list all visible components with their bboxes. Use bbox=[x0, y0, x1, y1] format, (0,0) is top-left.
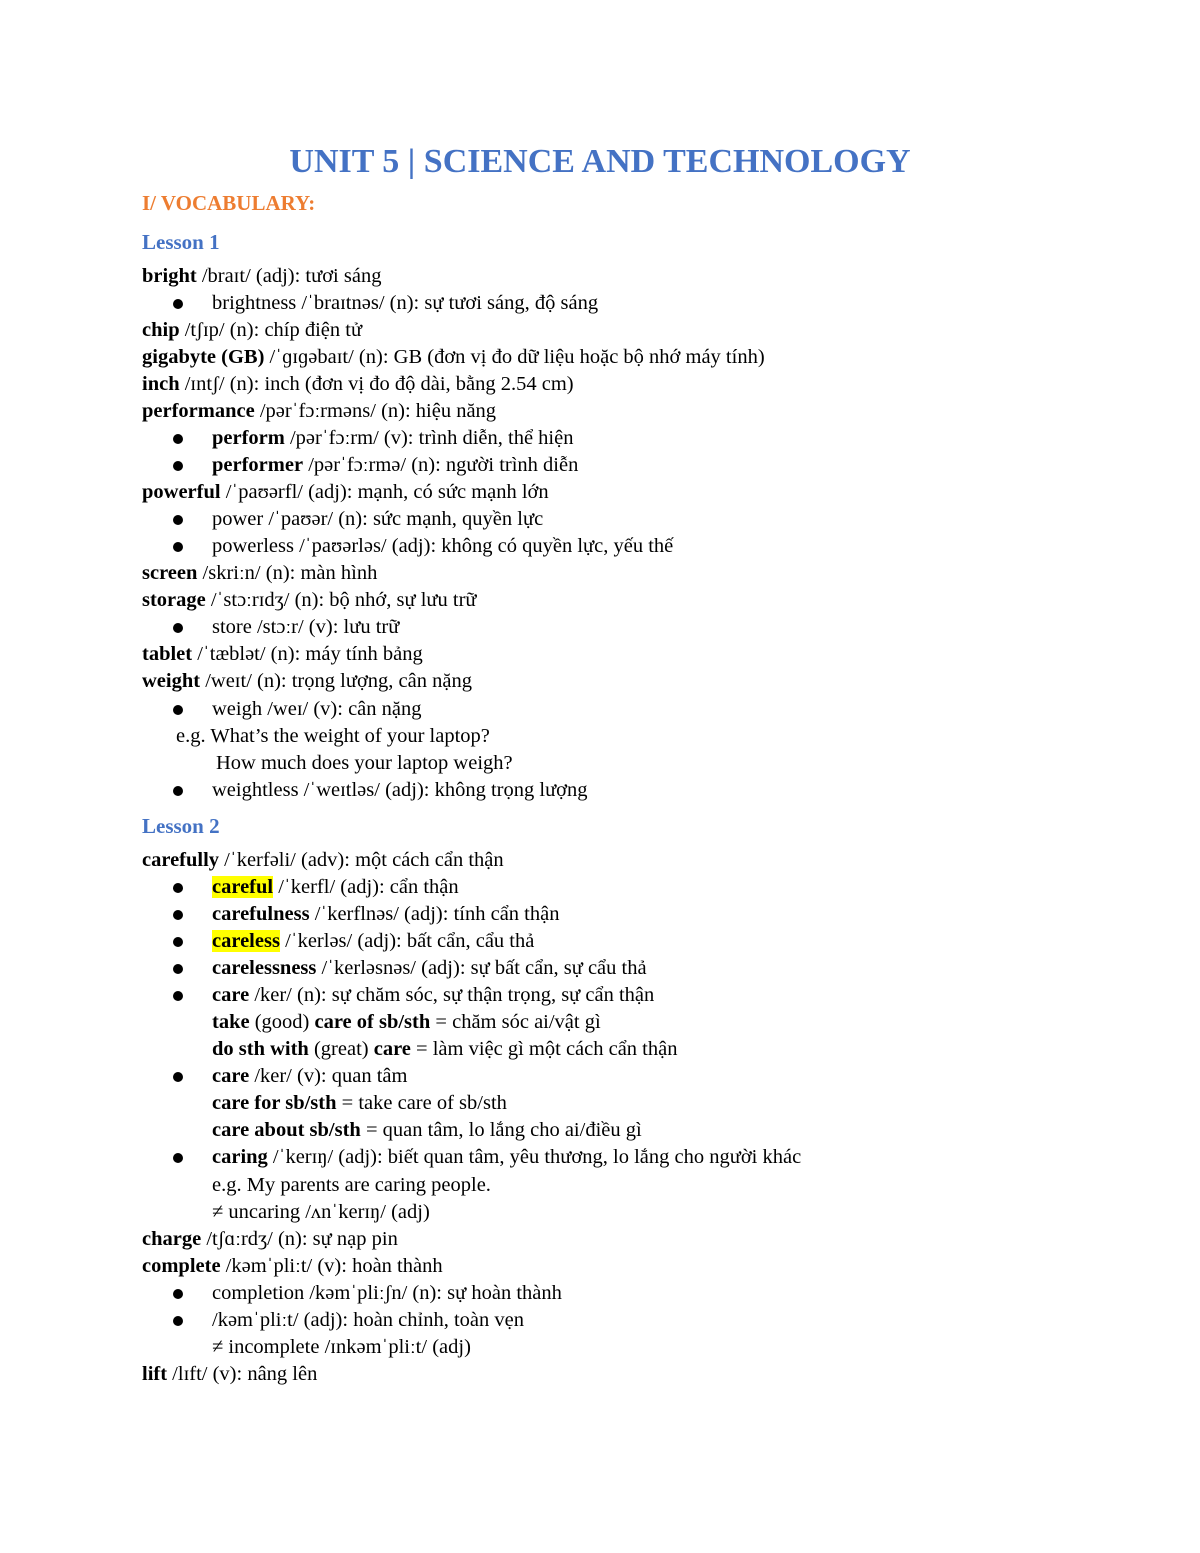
phrase-bold: care bbox=[373, 1038, 411, 1060]
vocab-entry bbox=[142, 847, 504, 874]
vocab-definition: /ker/ (v): quan tâm bbox=[249, 1065, 408, 1087]
phrase-text: = quan tâm, lo lắng cho ai/điều gì bbox=[360, 1119, 642, 1141]
vocab-definition: /braɪt/ (adj): tươi sáng bbox=[196, 265, 382, 287]
vocab-entry bbox=[142, 560, 377, 587]
phrase-line bbox=[212, 1009, 601, 1036]
bullet-icon bbox=[173, 786, 183, 796]
bullet-icon bbox=[173, 883, 183, 893]
bullet-icon bbox=[173, 937, 183, 947]
lesson-1-heading: Lesson 1 bbox=[142, 230, 220, 254]
bullet-icon bbox=[173, 964, 183, 974]
vocab-definition: /tʃɪp/ (n): chíp điện tử bbox=[179, 319, 363, 341]
vocab-entry bbox=[142, 479, 549, 506]
vocab-definition: /lɪft/ (v): nâng lên bbox=[167, 1363, 318, 1385]
bullet-icon bbox=[173, 542, 183, 552]
vocab-word: charge bbox=[142, 1228, 202, 1250]
vocab-subentry bbox=[212, 874, 459, 901]
bullet-icon bbox=[173, 434, 183, 444]
bullet-icon bbox=[173, 299, 183, 309]
vocab-definition: /pərˈfɔːrməns/ (n): hiệu năng bbox=[254, 400, 497, 422]
vocab-subentry bbox=[212, 1063, 407, 1090]
vocab-word: chip bbox=[142, 319, 180, 341]
vocab-word: powerful bbox=[142, 481, 221, 503]
phrase-text: = take care of sb/sth bbox=[336, 1092, 507, 1114]
vocab-subentry bbox=[212, 982, 654, 1009]
bullet-icon bbox=[173, 1153, 183, 1163]
vocab-entry bbox=[142, 1226, 398, 1253]
bullet-icon bbox=[173, 910, 183, 920]
vocab-entry bbox=[142, 398, 496, 425]
phrase-text: (good) bbox=[249, 1011, 315, 1033]
vocab-definition: /weɪt/ (n): trọng lượng, cân nặng bbox=[200, 670, 472, 692]
vocab-definition: /ɪntʃ/ (n): inch (đơn vị đo độ dài, bằng 2.54 cm) bbox=[179, 373, 574, 395]
phrase-bold: take bbox=[212, 1011, 250, 1033]
example-sentence: How much does your laptop weigh? bbox=[216, 752, 513, 774]
vocab-word: tablet bbox=[142, 643, 193, 665]
vocab-definition: /ˈkerfəli/ (adv): một cách cẩn thận bbox=[219, 849, 504, 871]
vocab-word: gigabyte (GB) bbox=[142, 346, 265, 368]
example-sentence: e.g. What’s the weight of your laptop? bbox=[176, 725, 490, 747]
phrase-text: = chăm sóc ai/vật gì bbox=[430, 1011, 601, 1033]
vocab-word: perform bbox=[212, 427, 285, 449]
vocab-definition: /ˈɡɪɡəbaɪt/ (n): GB (đơn vị đo dữ liệu hoặc bộ nhớ máy tính) bbox=[264, 346, 765, 368]
vocab-entry bbox=[142, 668, 472, 695]
vocab-subentry bbox=[212, 901, 559, 928]
vocab-entry bbox=[142, 317, 362, 344]
vocab-word: carefully bbox=[142, 849, 220, 871]
vocab-definition: /ker/ (n): sự chăm sóc, sự thận trọng, sự cẩn thận bbox=[249, 984, 655, 1006]
vocab-word: care bbox=[212, 984, 250, 1006]
vocab-subentry bbox=[212, 955, 647, 982]
bullet-icon bbox=[173, 515, 183, 525]
antonym-line: ≠ incomplete /ɪnkəmˈpliːt/ (adj) bbox=[212, 1336, 471, 1358]
phrase-text: (great) bbox=[308, 1038, 374, 1060]
phrase-bold: care about sb/sth bbox=[212, 1119, 361, 1141]
vocab-entry bbox=[142, 344, 765, 371]
highlighted-word: careful bbox=[212, 876, 274, 898]
phrase-bold: do sth with bbox=[212, 1038, 309, 1060]
bullet-icon bbox=[173, 461, 183, 471]
vocab-definition: /ˈpaʊərfl/ (adj): mạnh, có sức mạnh lớn bbox=[220, 481, 549, 503]
vocab-subentry: /kəmˈpliːt/ (adj): hoàn chỉnh, toàn vẹn bbox=[212, 1309, 524, 1331]
example-sentence: e.g. My parents are caring people. bbox=[212, 1174, 491, 1196]
vocab-definition: /ˈstɔːrɪdʒ/ (n): bộ nhớ, sự lưu trữ bbox=[205, 589, 477, 611]
vocab-entry bbox=[142, 641, 423, 668]
section-heading: I/ VOCABULARY: bbox=[142, 191, 316, 215]
bullet-icon bbox=[173, 1289, 183, 1299]
vocab-definition: /pərˈfɔːrmə/ (n): người trình diễn bbox=[303, 454, 579, 476]
vocab-entry bbox=[142, 263, 381, 290]
vocab-subentry: completion /kəmˈpliːʃn/ (n): sự hoàn thành bbox=[212, 1282, 562, 1304]
bullet-icon bbox=[173, 1072, 183, 1082]
vocab-word: lift bbox=[142, 1363, 168, 1385]
lesson-2-heading: Lesson 2 bbox=[142, 814, 220, 838]
vocab-definition: /skriːn/ (n): màn hình bbox=[197, 562, 378, 584]
vocab-word: carefulness bbox=[212, 903, 310, 925]
vocab-word: weight bbox=[142, 670, 201, 692]
vocab-definition: /ˈkerɪŋ/ (adj): biết quan tâm, yêu thương, lo lắng cho người khác bbox=[267, 1146, 802, 1168]
vocab-word: storage bbox=[142, 589, 206, 611]
vocab-word: inch bbox=[142, 373, 180, 395]
vocab-subentry bbox=[212, 928, 534, 955]
bullet-icon bbox=[173, 705, 183, 715]
bullet-icon bbox=[173, 623, 183, 633]
page-title: UNIT 5 | SCIENCE AND TECHNOLOGY bbox=[289, 143, 911, 180]
vocab-word: caring bbox=[212, 1146, 268, 1168]
phrase-bold: care of sb/sth bbox=[314, 1011, 431, 1033]
vocab-definition: /ˈkerləsnəs/ (adj): sự bất cẩn, sự cẩu thả bbox=[316, 957, 647, 979]
vocab-definition: /pərˈfɔːrm/ (v): trình diễn, thể hiện bbox=[284, 427, 574, 449]
vocab-definition: /kəmˈpliːt/ (v): hoàn thành bbox=[220, 1255, 443, 1277]
vocab-word: performance bbox=[142, 400, 255, 422]
vocab-subentry: brightness /ˈbraɪtnəs/ (n): sự tươi sáng, độ sáng bbox=[212, 292, 599, 314]
vocab-subentry: powerless /ˈpaʊərləs/ (adj): không có quyền lực, yếu thế bbox=[212, 535, 674, 557]
vocab-word: performer bbox=[212, 454, 304, 476]
vocab-word: bright bbox=[142, 265, 197, 287]
vocab-definition: /ˈkerləs/ (adj): bất cẩn, cẩu thả bbox=[279, 930, 535, 952]
vocab-subentry: weigh /weɪ/ (v): cân nặng bbox=[212, 698, 422, 720]
vocab-word: screen bbox=[142, 562, 198, 584]
vocab-subentry: power /ˈpaʊər/ (n): sức mạnh, quyền lực bbox=[212, 508, 544, 530]
vocab-subentry: weightless /ˈweɪtləs/ (adj): không trọng lượng bbox=[212, 779, 588, 801]
vocab-word: complete bbox=[142, 1255, 221, 1277]
antonym-line: ≠ uncaring /ʌnˈkerɪŋ/ (adj) bbox=[212, 1201, 430, 1223]
vocab-definition: /tʃɑːrdʒ/ (n): sự nạp pin bbox=[201, 1228, 398, 1250]
bullet-icon bbox=[173, 991, 183, 1001]
phrase-line bbox=[212, 1036, 677, 1063]
phrase-line bbox=[212, 1117, 642, 1144]
vocab-subentry bbox=[212, 1144, 801, 1171]
phrase-bold: care for sb/sth bbox=[212, 1092, 337, 1114]
vocab-subentry bbox=[212, 425, 573, 452]
phrase-text: = làm việc gì một cách cẩn thận bbox=[410, 1038, 678, 1060]
vocab-definition: /ˈkerfl/ (adj): cẩn thận bbox=[273, 876, 459, 898]
vocab-entry bbox=[142, 1361, 317, 1388]
phrase-line bbox=[212, 1090, 507, 1117]
highlighted-word: careless bbox=[212, 930, 280, 952]
vocab-definition: /ˈkerflnəs/ (adj): tính cẩn thận bbox=[309, 903, 560, 925]
vocab-definition: /ˈtæblət/ (n): máy tính bảng bbox=[192, 643, 423, 665]
vocab-entry bbox=[142, 587, 477, 614]
vocab-word: care bbox=[212, 1065, 250, 1087]
bullet-icon bbox=[173, 1316, 183, 1326]
vocab-subentry: store /stɔːr/ (v): lưu trữ bbox=[212, 616, 400, 638]
vocab-entry bbox=[142, 371, 574, 398]
vocab-word: carelessness bbox=[212, 957, 317, 979]
vocab-entry bbox=[142, 1253, 443, 1280]
vocab-subentry bbox=[212, 452, 578, 479]
